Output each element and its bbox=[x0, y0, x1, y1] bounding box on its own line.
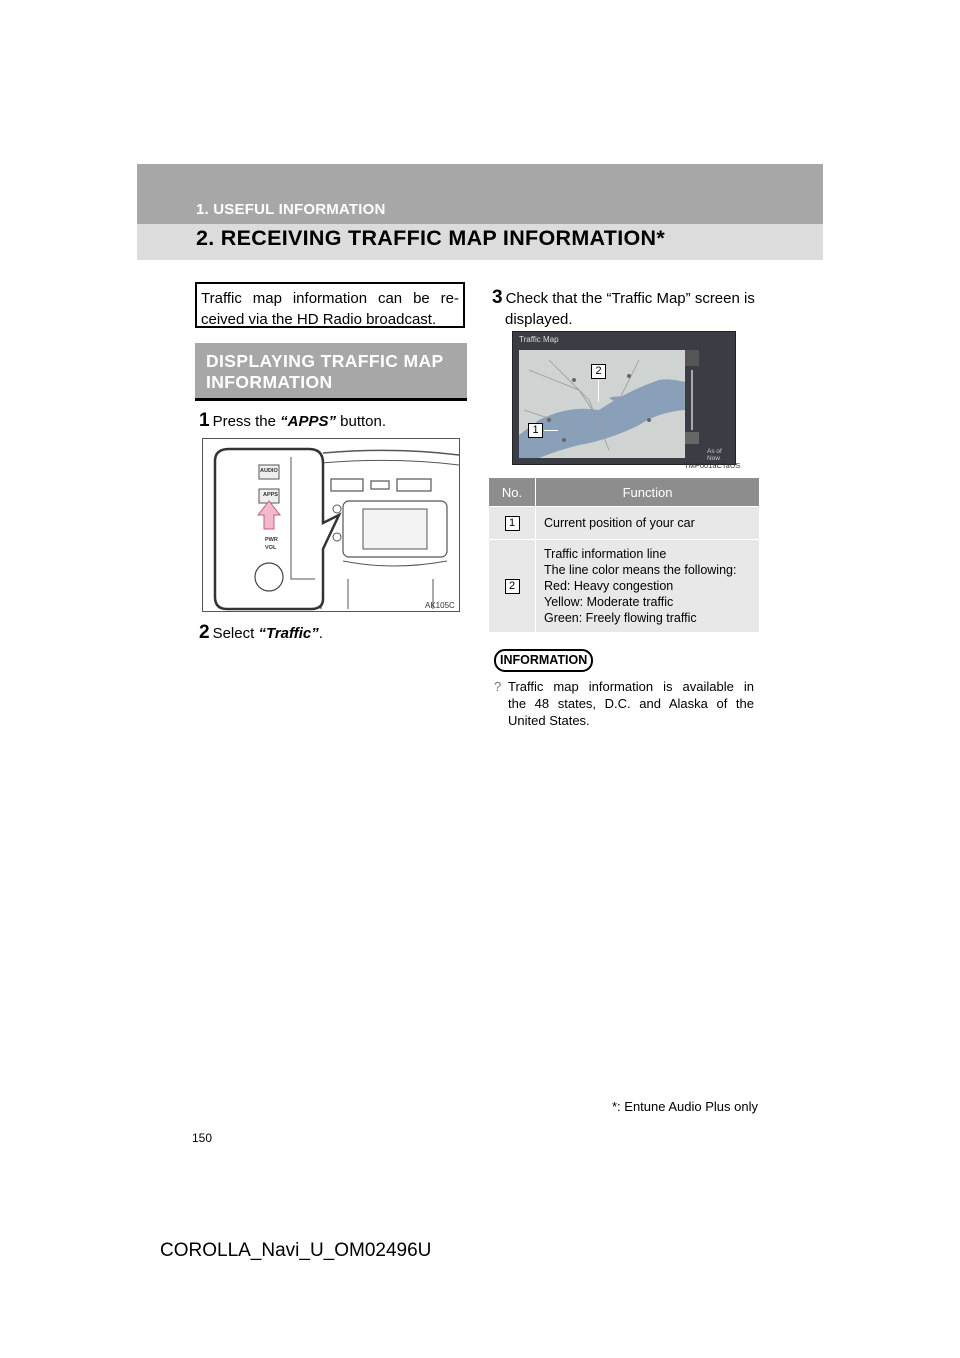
row-1-number: 1 bbox=[505, 516, 520, 531]
step-2-keyword: “Traffic” bbox=[258, 625, 319, 642]
dashboard-drawing bbox=[203, 439, 460, 612]
step-3-line-1: Check that the “Traffic Map” screen is bbox=[505, 290, 755, 307]
function-table bbox=[489, 478, 759, 632]
callout-2: 2 bbox=[591, 364, 606, 379]
row-1-text: Current position of your car bbox=[544, 516, 695, 530]
subheading bbox=[195, 343, 467, 401]
information-bullet: ? bbox=[494, 679, 502, 694]
information-line-3: United States. bbox=[508, 713, 590, 728]
step-1-keyword: “APPS” bbox=[280, 413, 336, 430]
intro-line-2: ceived via the HD Radio broadcast. bbox=[201, 311, 437, 328]
traffic-map-screen bbox=[512, 331, 736, 465]
subheading-line-2: INFORMATION bbox=[206, 372, 333, 392]
table-row bbox=[489, 506, 759, 539]
step-1-post: button. bbox=[335, 413, 387, 430]
button-label-pwr: PWR bbox=[265, 537, 278, 543]
row-2-line-2: The line color means the following: bbox=[544, 563, 737, 577]
step-1 bbox=[199, 410, 386, 432]
intro-box bbox=[195, 282, 465, 328]
footnote: *: Entune Audio Plus only bbox=[612, 1099, 758, 1114]
step-1-pre: Press the bbox=[212, 413, 281, 430]
row-2-line-1: Traffic information line bbox=[544, 547, 667, 561]
information-label: INFORMATION bbox=[494, 649, 593, 672]
table-header-no: No. bbox=[489, 478, 536, 506]
page-number: 150 bbox=[192, 1131, 213, 1145]
document-code: COROLLA_Navi_U_OM02496U bbox=[160, 1240, 432, 1261]
illustration-code: AK105C bbox=[425, 601, 455, 610]
information-line-1: Traffic map information is available in bbox=[508, 679, 754, 694]
button-label-apps: APPS bbox=[263, 492, 278, 498]
table-header bbox=[489, 478, 759, 506]
step-1-number: 1 bbox=[199, 410, 210, 431]
row-2-line-4: Yellow: Moderate traffic bbox=[544, 595, 674, 609]
subheading-line-1: DISPLAYING TRAFFIC MAP bbox=[206, 351, 444, 371]
step-3 bbox=[492, 287, 762, 330]
button-label-audio: AUDIO bbox=[260, 468, 278, 474]
table-header-function: Function bbox=[622, 484, 673, 500]
intro-line-1: Traffic map information can be re- bbox=[201, 290, 459, 307]
step-3-line-2: displayed. bbox=[505, 311, 573, 328]
screen-code: TMP001aCTaUS bbox=[684, 461, 741, 470]
row-2-line-3: Red: Heavy congestion bbox=[544, 579, 674, 593]
screen-status: As of Now bbox=[707, 448, 722, 462]
dashboard-illustration bbox=[202, 438, 460, 612]
callout-1: 1 bbox=[528, 423, 543, 438]
table-row bbox=[489, 539, 759, 632]
step-2 bbox=[199, 622, 323, 644]
section-label: 1. USEFUL INFORMATION bbox=[196, 201, 386, 218]
screen-title: Traffic Map bbox=[519, 335, 559, 344]
step-3-number: 3 bbox=[492, 287, 503, 308]
information-text bbox=[494, 678, 758, 732]
button-label-vol: VOL bbox=[265, 545, 277, 551]
step-2-post: . bbox=[318, 625, 323, 642]
information-line-2: the 48 states, D.C. and Alaska of the bbox=[508, 696, 754, 711]
row-2-number: 2 bbox=[505, 579, 520, 594]
page-title: 2. RECEIVING TRAFFIC MAP INFORMATION* bbox=[196, 226, 665, 250]
step-2-pre: Select bbox=[212, 625, 259, 642]
step-2-number: 2 bbox=[199, 622, 210, 643]
row-2-line-5: Green: Freely flowing traffic bbox=[544, 611, 697, 625]
